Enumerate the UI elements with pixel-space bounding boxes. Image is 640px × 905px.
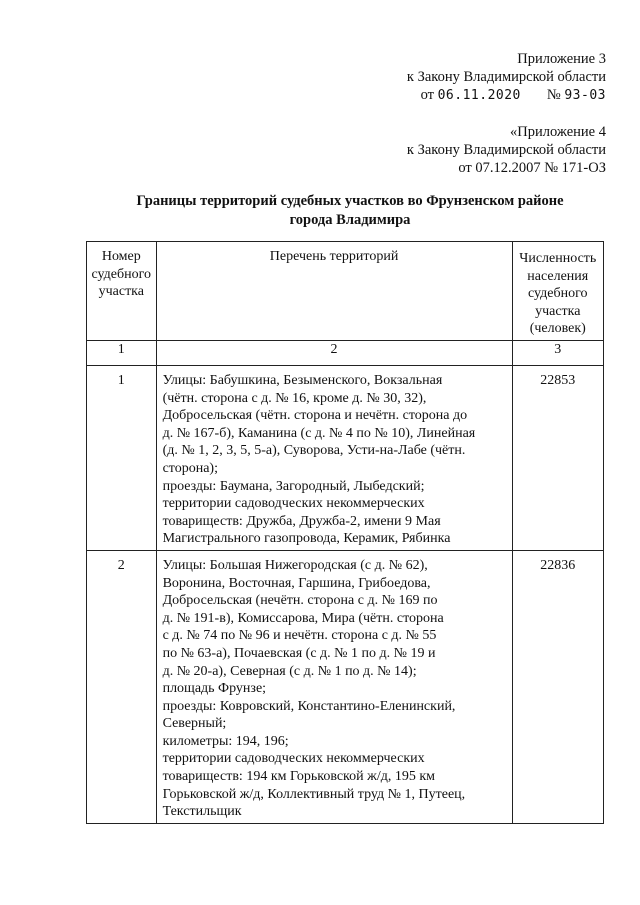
- title-line-1: Границы территорий судебных участков во Фрунзенском районе: [136, 193, 564, 209]
- date-prefix: от: [420, 87, 434, 103]
- appendix-header: [407, 50, 606, 105]
- court-districts-table: [86, 241, 604, 824]
- header-district-number: Номер судебного участка: [87, 242, 157, 341]
- date-value: 06.11.2020: [437, 88, 521, 103]
- column-number: 1: [87, 341, 157, 366]
- title-line-2: города Владимира: [289, 212, 411, 228]
- table-row: [87, 550, 604, 823]
- number-value: 93-03: [564, 88, 606, 103]
- header-population: Численность населения судебного участка (человек): [512, 242, 603, 341]
- column-number-row: [87, 341, 604, 366]
- appendix-label: Приложение 3: [517, 51, 606, 67]
- original-appendix-header: [407, 123, 606, 177]
- appendix-law-ref: к Закону Владимирской области: [406, 69, 606, 85]
- number-prefix: №: [546, 87, 561, 103]
- header-territories: Перечень территорий: [156, 242, 512, 341]
- territory-list: Улицы: Бабушкина, Безыменского, Вокзальная (чётн. сторона с д. № 16, кроме д. № 30, 32), Добросельская (чётн. сторона и нечётн. сторона до д. № 167-б), Каманина (с д. № 4 по № 10), Линейная (д. № 1, 2, 3, 5, 5-а), Суворова, Усти-на-Лабе (чётн. сторона); проезды: Баумана, Загородный, Лыбедский; территории садоводческих некоммерческих товариществ: Дружба, Дружба-2, имени 9 Мая Магистрального газопровода, Керамик, Рябинка: [156, 366, 512, 551]
- appendix-date-line: [407, 86, 606, 105]
- original-appendix-label: «Приложение 4: [510, 124, 606, 140]
- district-number: 1: [87, 366, 157, 551]
- original-law-ref: к Закону Владимирской области: [406, 142, 606, 158]
- population-value: 22836: [512, 550, 603, 823]
- document-title: [90, 192, 610, 230]
- original-law-date: от 07.12.2007 № 171-ОЗ: [458, 160, 606, 176]
- table-header-row: [87, 242, 604, 341]
- table-row: [87, 366, 604, 551]
- column-number: 3: [512, 341, 603, 366]
- column-number: 2: [156, 341, 512, 366]
- population-value: 22853: [512, 366, 603, 551]
- territory-list: Улицы: Большая Нижегородская (с д. № 62), Воронина, Восточная, Гаршина, Грибоедова, Добросельская (нечётн. сторона с д. № 169 по д. № 191-в), Комиссарова, Мира (чётн. сторона с д. № 74 по № 96 и нечётн. сторона с д. № 55 по № 63-а), Почаевская (с д. № 1 по д. № 19 и д. № 20-а), Северная (с д. № 1 по д. № 14); площадь Фрунзе; проезды: Ковровский, Константино-Еленинский, Северный; километры: 194, 196; территории садоводческих некоммерческих товариществ: 194 км Горьковской ж/д, 195 км Горьковской ж/д, Коллективный труд № 1, Путеец, Текстильщик: [156, 550, 512, 823]
- district-number: 2: [87, 550, 157, 823]
